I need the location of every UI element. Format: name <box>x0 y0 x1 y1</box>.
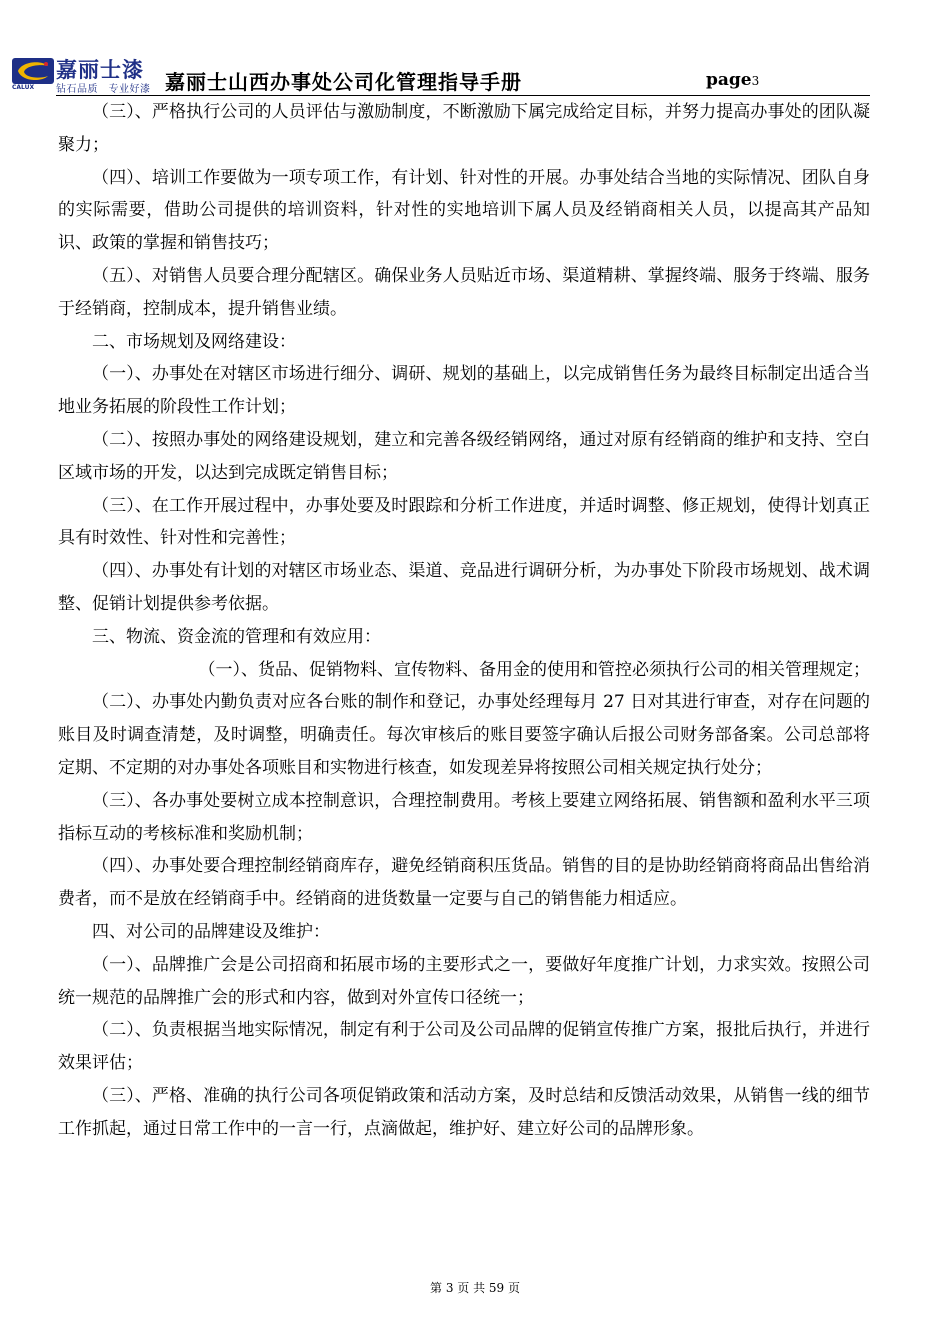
document-title: 嘉丽士山西办事处公司化管理指导手册 <box>165 70 522 94</box>
paragraph: （一）、货品、促销物料、宣传物料、备用金的使用和管控必须执行公司的相关管理规定； <box>198 659 870 680</box>
paragraph: （三）、严格执行公司的人员评估与激励制度，不断激励下属完成给定目标，并努力提高办事处的团队凝聚力； <box>58 102 870 155</box>
logo-slogan: 钻石品质 专业好漆 <box>56 84 151 95</box>
page-header <box>0 0 950 100</box>
paragraph: （四）、办事处有计划的对辖区市场业态、渠道、竞品进行调研分析，为办事处下阶段市场规划、战术调整、促销计划提供参考依据。 <box>58 561 870 614</box>
paragraph: （三）、在工作开展过程中，办事处要及时跟踪和分析工作进度，并适时调整、修正规划，使得计划真正具有时效性、针对性和完善性； <box>58 495 870 549</box>
section-heading: 四、对公司的品牌建设及维护： <box>92 921 330 942</box>
header-page-indicator <box>706 70 759 90</box>
paragraph: （一）、品牌推广会是公司招商和拓展市场的主要形式之一，要做好年度推广计划，力求实效。按照公司统一规范的品牌推广会的形式和内容，做到对外宣传口径统一； <box>58 954 870 1008</box>
section-heading: 二、市场规划及网络建设： <box>92 331 296 352</box>
paragraph: （一）、办事处在对辖区市场进行细分、调研、规划的基础上，以完成销售任务为最终目标制定出适合当地业务拓展的阶段性工作计划； <box>58 364 870 418</box>
page-label: page <box>706 70 752 90</box>
logo-brand-text: 嘉丽士漆 <box>56 58 144 82</box>
logo-emblem-icon <box>12 58 54 84</box>
page-footer: 第 3 页 共 59 页 <box>430 1281 520 1295</box>
document-body <box>58 96 870 1146</box>
paragraph: （三）、各办事处要树立成本控制意识，合理控制费用。考核上要建立网络拓展、销售额和盈利水平三项指标互动的考核标准和奖励机制； <box>58 790 870 844</box>
paragraph: （二）、按照办事处的网络建设规划，建立和完善各级经销网络，通过对原有经销商的维护和支持、空白区域市场的开发，以达到完成既定销售目标； <box>58 429 870 483</box>
paragraph: （四）、办事处要合理控制经销商库存，避免经销商积压货品。销售的目的是协助经销商将商品出售给消费者，而不是放在经销商手中。经销商的进货数量一定要与自己的销售能力相适应。 <box>58 856 870 910</box>
page-number: 3 <box>751 74 760 88</box>
paragraph: （五）、对销售人员要合理分配辖区。确保业务人员贴近市场、渠道精耕、掌握终端、服务于终端、服务于经销商，控制成本，提升销售业绩。 <box>58 265 870 319</box>
logo-latin-text: CALUX <box>12 84 35 91</box>
paragraph: （二）、办事处内勤负责对应各台账的制作和登记，办事处经理每月 27 日对其进行审查，对存在问题的账目及时调查清楚，及时调整，明确责任。每次审核后的账目要签字确认后报公司财务部备案。公司总部将定期、不定期的对办事处各项账目和实物进行核查，如发现差异将按照公司相关规定执行处分； <box>58 692 870 778</box>
company-logo <box>12 52 162 94</box>
paragraph: （四）、培训工作要做为一项专项工作，有计划、针对性的开展。办事处结合当地的实际情况、团队自身的实际需要，借助公司提供的培训资料，针对性的实地培训下属人员及经销商相关人员，以提高其产品知识、政策的掌握和销售技巧； <box>58 167 870 254</box>
section-heading: 三、物流、资金流的管理和有效应用： <box>92 626 381 647</box>
paragraph: （三）、严格、准确的执行公司各项促销政策和活动方案，及时总结和反馈活动效果，从销售一线的细节工作抓起，通过日常工作中的一言一行，点滴做起，维护好、建立好公司的品牌形象。 <box>58 1085 870 1139</box>
paragraph: （二）、负责根据当地实际情况，制定有利于公司及公司品牌的促销宣传推广方案，报批后执行，并进行效果评估； <box>58 1020 870 1074</box>
